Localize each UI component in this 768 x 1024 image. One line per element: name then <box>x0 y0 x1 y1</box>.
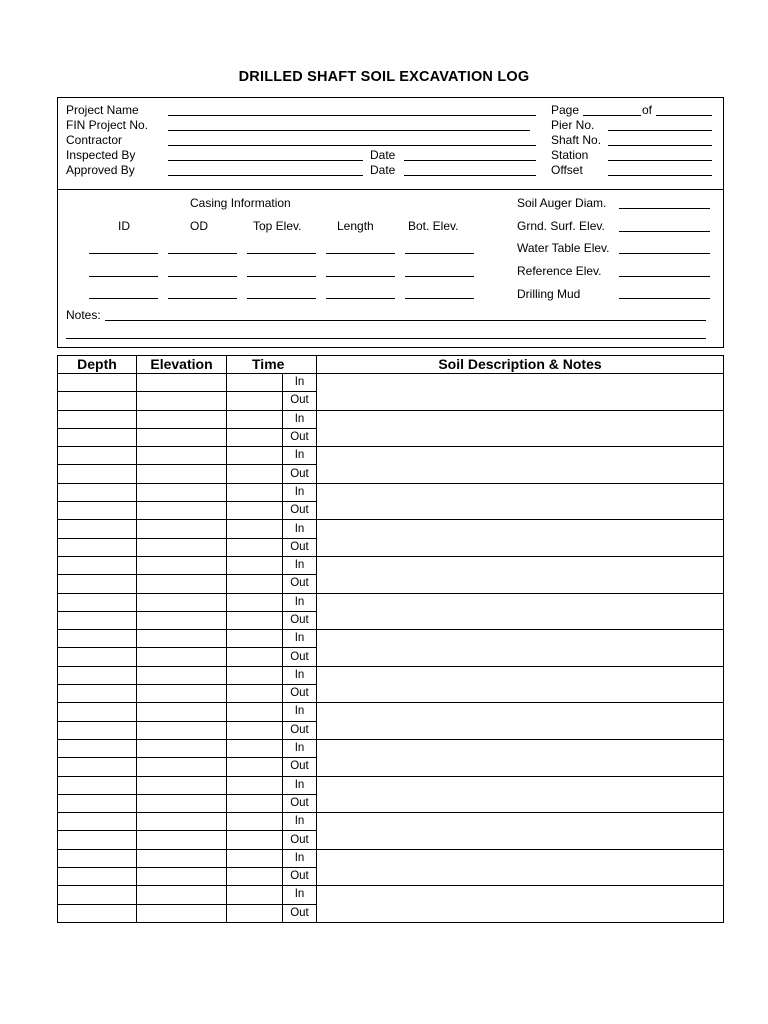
soil-description-cell[interactable] <box>317 703 724 740</box>
time-in-label: In <box>283 410 317 428</box>
soil-description-cell[interactable] <box>317 410 724 447</box>
depth-cell[interactable] <box>58 593 137 611</box>
reference-elev-field[interactable] <box>619 276 710 277</box>
depth-cell[interactable] <box>58 849 137 867</box>
soil-description-cell[interactable] <box>317 520 724 557</box>
depth-cell[interactable] <box>58 428 137 446</box>
table-row <box>58 776 724 794</box>
time-cell[interactable] <box>227 502 283 520</box>
casing-cell-field[interactable] <box>89 298 158 299</box>
time-cell[interactable] <box>227 904 283 922</box>
time-cell[interactable] <box>227 520 283 538</box>
table-row <box>58 410 724 428</box>
inspected-by-field[interactable] <box>168 160 363 161</box>
time-cell[interactable] <box>227 758 283 776</box>
depth-cell[interactable] <box>58 483 137 501</box>
time-out-label: Out <box>283 904 317 922</box>
time-out-label: Out <box>283 868 317 886</box>
table-row <box>58 447 724 465</box>
elevation-cell[interactable] <box>137 538 227 556</box>
casing-cell-field[interactable] <box>326 298 395 299</box>
table-row <box>58 813 724 831</box>
casing-information-title: Casing Information <box>190 196 291 210</box>
label-soil-auger-diam: Soil Auger Diam. <box>517 196 607 210</box>
drilling-mud-field[interactable] <box>619 298 710 299</box>
elevation-cell[interactable] <box>137 630 227 648</box>
label-pier-no: Pier No. <box>551 118 595 132</box>
fin-project-no-field[interactable] <box>168 130 530 131</box>
soil-description-cell[interactable] <box>317 776 724 813</box>
time-cell[interactable] <box>227 465 283 483</box>
soil-description-cell[interactable] <box>317 556 724 593</box>
approved-date-field[interactable] <box>404 175 536 176</box>
elevation-cell[interactable] <box>137 447 227 465</box>
time-in-label: In <box>283 556 317 574</box>
time-cell[interactable] <box>227 447 283 465</box>
depth-cell[interactable] <box>58 538 137 556</box>
depth-cell[interactable] <box>58 868 137 886</box>
offset-field[interactable] <box>608 175 712 176</box>
casing-cell-field[interactable] <box>247 276 316 277</box>
elevation-cell[interactable] <box>137 813 227 831</box>
soil-description-cell[interactable] <box>317 886 724 923</box>
time-out-label: Out <box>283 538 317 556</box>
table-row <box>58 374 724 392</box>
time-cell[interactable] <box>227 739 283 757</box>
time-in-label: In <box>283 630 317 648</box>
project-name-field[interactable] <box>168 115 536 116</box>
time-out-label: Out <box>283 392 317 410</box>
time-in-label: In <box>283 666 317 684</box>
depth-cell[interactable] <box>58 703 137 721</box>
time-out-label: Out <box>283 502 317 520</box>
approved-by-field[interactable] <box>168 175 363 176</box>
time-cell[interactable] <box>227 776 283 794</box>
depth-cell[interactable] <box>58 886 137 904</box>
label-drilling-mud: Drilling Mud <box>517 287 581 301</box>
time-in-label: In <box>283 849 317 867</box>
depth-cell[interactable] <box>58 374 137 392</box>
depth-cell[interactable] <box>58 666 137 684</box>
label-reference-elev: Reference Elev. <box>517 264 602 278</box>
casing-information-box <box>57 189 724 348</box>
depth-cell[interactable] <box>58 648 137 666</box>
time-cell[interactable] <box>227 575 283 593</box>
depth-cell[interactable] <box>58 904 137 922</box>
time-in-label: In <box>283 739 317 757</box>
casing-cell-field[interactable] <box>89 276 158 277</box>
elevation-cell[interactable] <box>137 575 227 593</box>
depth-cell[interactable] <box>58 410 137 428</box>
soil-description-cell[interactable] <box>317 630 724 667</box>
table-row <box>58 520 724 538</box>
casing-col-top-elev: Top Elev. <box>253 219 302 233</box>
header-elevation: Elevation <box>137 356 227 374</box>
elevation-cell[interactable] <box>137 483 227 501</box>
time-cell[interactable] <box>227 392 283 410</box>
casing-cell-field[interactable] <box>247 298 316 299</box>
label-grnd-surf-elev: Grnd. Surf. Elev. <box>517 219 605 233</box>
depth-cell[interactable] <box>58 520 137 538</box>
casing-cell-field[interactable] <box>89 253 158 254</box>
label-water-table-elev: Water Table Elev. <box>517 241 610 255</box>
soil-description-cell[interactable] <box>317 374 724 411</box>
elevation-cell[interactable] <box>137 556 227 574</box>
time-out-label: Out <box>283 428 317 446</box>
time-out-label: Out <box>283 575 317 593</box>
table-row <box>58 666 724 684</box>
elevation-cell[interactable] <box>137 831 227 849</box>
casing-col-length: Length <box>337 219 374 233</box>
time-cell[interactable] <box>227 666 283 684</box>
notes-field[interactable] <box>105 320 706 321</box>
elevation-cell[interactable] <box>137 593 227 611</box>
depth-cell[interactable] <box>58 721 137 739</box>
soil-description-cell[interactable] <box>317 739 724 776</box>
elevation-cell[interactable] <box>137 428 227 446</box>
time-out-label: Out <box>283 831 317 849</box>
table-row <box>58 886 724 904</box>
table-header-row <box>58 356 724 374</box>
time-in-label: In <box>283 483 317 501</box>
label-of: of <box>642 103 653 117</box>
table-row <box>58 556 724 574</box>
grnd-surf-elev-field[interactable] <box>619 231 710 232</box>
depth-cell[interactable] <box>58 813 137 831</box>
time-cell[interactable] <box>227 685 283 703</box>
soil-description-cell[interactable] <box>317 666 724 703</box>
notes-field-continued[interactable] <box>66 338 706 339</box>
casing-cell-field[interactable] <box>247 253 316 254</box>
depth-cell[interactable] <box>58 556 137 574</box>
time-out-label: Out <box>283 794 317 812</box>
time-cell[interactable] <box>227 410 283 428</box>
time-in-label: In <box>283 776 317 794</box>
time-in-label: In <box>283 447 317 465</box>
time-cell[interactable] <box>227 721 283 739</box>
casing-cell-field[interactable] <box>326 253 395 254</box>
table-row <box>58 739 724 757</box>
soil-description-cell[interactable] <box>317 593 724 630</box>
time-cell[interactable] <box>227 868 283 886</box>
water-table-elev-field[interactable] <box>619 253 710 254</box>
elevation-cell[interactable] <box>137 868 227 886</box>
page-total-field[interactable] <box>656 115 712 116</box>
elevation-cell[interactable] <box>137 758 227 776</box>
header-depth: Depth <box>58 356 137 374</box>
time-cell[interactable] <box>227 849 283 867</box>
elevation-cell[interactable] <box>137 666 227 684</box>
elevation-cell[interactable] <box>137 502 227 520</box>
label-station: Station <box>551 148 589 162</box>
label-fin-project-no: FIN Project No. <box>66 118 149 132</box>
depth-cell[interactable] <box>58 447 137 465</box>
elevation-cell[interactable] <box>137 520 227 538</box>
time-in-label: In <box>283 593 317 611</box>
soil-description-cell[interactable] <box>317 813 724 850</box>
time-cell[interactable] <box>227 556 283 574</box>
depth-cell[interactable] <box>58 794 137 812</box>
time-in-label: In <box>283 813 317 831</box>
time-cell[interactable] <box>227 703 283 721</box>
elevation-cell[interactable] <box>137 611 227 629</box>
label-approved-by: Approved By <box>66 163 135 177</box>
time-in-label: In <box>283 520 317 538</box>
time-cell[interactable] <box>227 630 283 648</box>
header-soil-description: Soil Description & Notes <box>317 356 724 374</box>
inspected-date-field[interactable] <box>404 160 536 161</box>
station-field[interactable] <box>608 160 712 161</box>
time-out-label: Out <box>283 721 317 739</box>
soil-description-cell[interactable] <box>317 849 724 886</box>
elevation-cell[interactable] <box>137 685 227 703</box>
soil-description-cell[interactable] <box>317 447 724 484</box>
elevation-cell[interactable] <box>137 721 227 739</box>
time-in-label: In <box>283 703 317 721</box>
table-row <box>58 483 724 501</box>
header-time: Time <box>227 356 317 374</box>
depth-cell[interactable] <box>58 758 137 776</box>
label-project-name: Project Name <box>66 103 139 117</box>
time-cell[interactable] <box>227 831 283 849</box>
depth-cell[interactable] <box>58 685 137 703</box>
casing-cell-field[interactable] <box>326 276 395 277</box>
time-cell[interactable] <box>227 794 283 812</box>
elevation-cell[interactable] <box>137 648 227 666</box>
time-cell[interactable] <box>227 374 283 392</box>
elevation-cell[interactable] <box>137 886 227 904</box>
casing-cell-field[interactable] <box>168 298 237 299</box>
soil-description-cell[interactable] <box>317 483 724 520</box>
time-out-label: Out <box>283 465 317 483</box>
page-title: DRILLED SHAFT SOIL EXCAVATION LOG <box>238 69 530 85</box>
elevation-cell[interactable] <box>137 465 227 483</box>
time-cell[interactable] <box>227 886 283 904</box>
depth-cell[interactable] <box>58 575 137 593</box>
casing-cell-field[interactable] <box>405 253 474 254</box>
table-row <box>58 849 724 867</box>
label-approved-date: Date <box>370 163 396 177</box>
table-row <box>58 593 724 611</box>
casing-col-id: ID <box>118 219 130 233</box>
casing-col-bot-elev: Bot. Elev. <box>408 219 459 233</box>
elevation-cell[interactable] <box>137 703 227 721</box>
time-out-label: Out <box>283 685 317 703</box>
elevation-cell[interactable] <box>137 904 227 922</box>
time-out-label: Out <box>283 648 317 666</box>
elevation-cell[interactable] <box>137 410 227 428</box>
pier-no-field[interactable] <box>608 130 712 131</box>
elevation-cell[interactable] <box>137 739 227 757</box>
time-cell[interactable] <box>227 538 283 556</box>
table-row <box>58 703 724 721</box>
depth-cell[interactable] <box>58 611 137 629</box>
casing-cell-field[interactable] <box>168 253 237 254</box>
depth-cell[interactable] <box>58 739 137 757</box>
label-inspected-by: Inspected By <box>66 148 136 162</box>
elevation-cell[interactable] <box>137 849 227 867</box>
depth-cell[interactable] <box>58 392 137 410</box>
time-in-label: In <box>283 374 317 392</box>
depth-cell[interactable] <box>58 776 137 794</box>
time-cell[interactable] <box>227 648 283 666</box>
depth-cell[interactable] <box>58 831 137 849</box>
contractor-field[interactable] <box>168 145 536 146</box>
label-inspected-date: Date <box>370 148 396 162</box>
table-row <box>58 630 724 648</box>
excavation-log-table <box>57 355 724 923</box>
depth-cell[interactable] <box>58 502 137 520</box>
elevation-cell[interactable] <box>137 392 227 410</box>
time-in-label: In <box>283 886 317 904</box>
casing-col-od: OD <box>190 219 208 233</box>
label-contractor: Contractor <box>66 133 123 147</box>
elevation-cell[interactable] <box>137 374 227 392</box>
time-cell[interactable] <box>227 611 283 629</box>
time-cell[interactable] <box>227 593 283 611</box>
label-notes: Notes: <box>66 308 101 322</box>
depth-cell[interactable] <box>58 630 137 648</box>
time-cell[interactable] <box>227 428 283 446</box>
elevation-cell[interactable] <box>137 776 227 794</box>
casing-cell-field[interactable] <box>405 298 474 299</box>
shaft-no-field[interactable] <box>608 145 712 146</box>
soil-auger-diam-field[interactable] <box>619 208 710 209</box>
casing-cell-field[interactable] <box>168 276 237 277</box>
depth-cell[interactable] <box>58 465 137 483</box>
page-number-field[interactable] <box>583 115 641 116</box>
time-out-label: Out <box>283 611 317 629</box>
label-page: Page <box>551 103 580 117</box>
time-out-label: Out <box>283 758 317 776</box>
time-cell[interactable] <box>227 483 283 501</box>
casing-cell-field[interactable] <box>405 276 474 277</box>
label-shaft-no: Shaft No. <box>551 133 602 147</box>
label-offset: Offset <box>551 163 583 177</box>
time-cell[interactable] <box>227 813 283 831</box>
elevation-cell[interactable] <box>137 794 227 812</box>
